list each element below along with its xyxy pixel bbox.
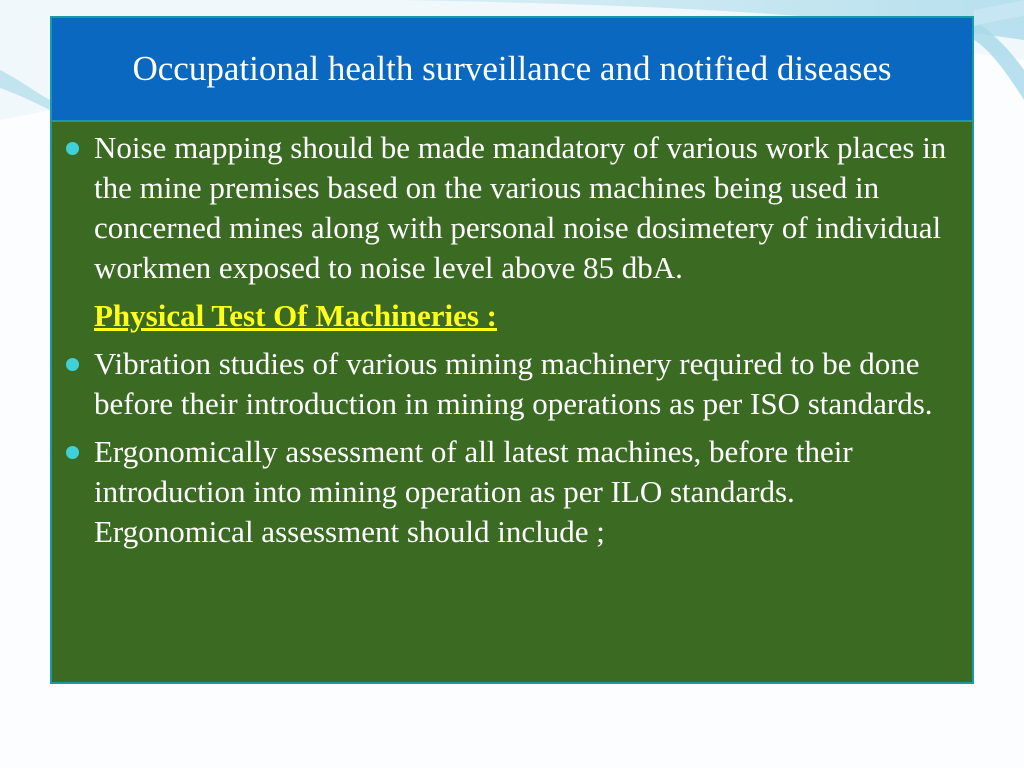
bullet-dot-icon [66, 446, 79, 459]
bullet-marker [64, 344, 94, 384]
bullet-item [64, 128, 956, 288]
bullet-marker [64, 128, 94, 168]
bullet-text: Noise mapping should be made mandatory of various work places in the mine premises based on the various machines being used in concerned mines along with personal noise dosimetery of individual workmen exposed to noise level above 85 dbA. [94, 130, 947, 285]
bullet-dot-icon [66, 142, 79, 155]
bullet-text: Vibration studies of various mining machinery required to be done before their introduction in mining operations as per ISO standards. [94, 346, 933, 421]
bullet-dot-icon [66, 358, 79, 371]
bullet-marker [64, 432, 94, 472]
section-subheading: Physical Test Of Machineries : [94, 298, 497, 333]
title-bar [52, 18, 972, 122]
bullet-item [64, 344, 956, 424]
bullet-text: Ergonomically assessment of all latest machines, before their introduction into mining operation as per ILO standards. Ergonomical assessment should include ; [94, 434, 853, 549]
slide-frame [50, 16, 974, 684]
slide-content [52, 122, 972, 682]
bullet-item [64, 432, 956, 552]
slide-title: Occupational health surveillance and notified diseases [132, 49, 892, 88]
